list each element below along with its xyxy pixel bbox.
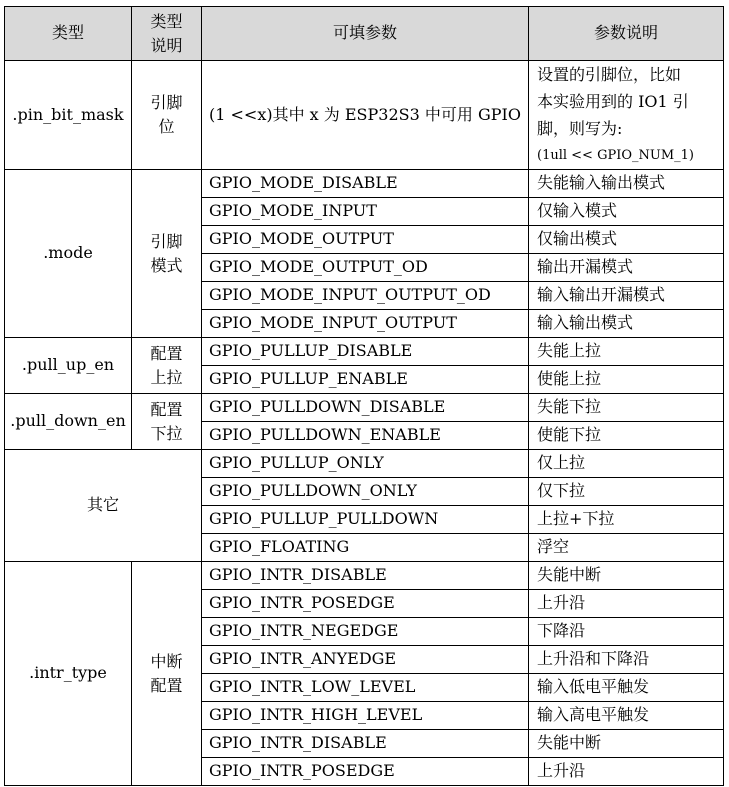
- desc-cell: 浮空: [529, 534, 724, 562]
- table-row: [5, 170, 724, 198]
- param-cell: GPIO_INTR_DISABLE: [202, 730, 529, 758]
- desc-cell: 仅输入模式: [529, 198, 724, 226]
- param-cell: GPIO_PULLDOWN_DISABLE: [202, 394, 529, 422]
- desc-cell: 输出开漏模式: [529, 254, 724, 282]
- param-pin: (1 <<x)其中 x 为 ESP32S3 中可用 GPIO: [202, 61, 529, 170]
- desc-cell: 输入高电平触发: [529, 702, 724, 730]
- desc-cell: 输入输出模式: [529, 310, 724, 338]
- param-cell: GPIO_PULLUP_ENABLE: [202, 366, 529, 394]
- header-kind-line-1: 类型: [150, 11, 183, 31]
- header-param: 可填参数: [202, 7, 529, 61]
- desc-cell: 输入输出开漏模式: [529, 282, 724, 310]
- type-pull-down: .pull_down_en: [5, 394, 132, 450]
- kind-intr-line-1: 中断: [150, 651, 183, 671]
- param-cell: GPIO_INTR_POSEDGE: [202, 590, 529, 618]
- table-row: [5, 338, 724, 366]
- kind-intr-line-2: 配置: [150, 675, 183, 695]
- kind-pin-line-2: 位: [158, 117, 175, 136]
- desc-cell: 使能下拉: [529, 422, 724, 450]
- param-cell: GPIO_INTR_ANYEDGE: [202, 646, 529, 674]
- param-cell: GPIO_MODE_INPUT_OUTPUT_OD: [202, 282, 529, 310]
- param-cell: GPIO_INTR_LOW_LEVEL: [202, 674, 529, 702]
- desc-cell: 失能中断: [529, 730, 724, 758]
- desc-cell: 仅上拉: [529, 450, 724, 478]
- table-row: [5, 562, 724, 590]
- param-cell: GPIO_MODE_INPUT: [202, 198, 529, 226]
- desc-cell: 仅输出模式: [529, 226, 724, 254]
- kind-pull-up-line-1: 配置: [150, 343, 183, 363]
- desc-cell: 上升沿: [529, 758, 724, 786]
- param-cell: GPIO_PULLUP_PULLDOWN: [202, 506, 529, 534]
- param-cell: GPIO_MODE_INPUT_OUTPUT: [202, 310, 529, 338]
- desc-pin-line-3: 脚，则写为:: [537, 119, 623, 138]
- desc-cell: 上升沿和下降沿: [529, 646, 724, 674]
- kind-pin: [132, 61, 202, 170]
- desc-cell: 上升沿: [529, 590, 724, 618]
- param-cell: GPIO_INTR_HIGH_LEVEL: [202, 702, 529, 730]
- param-cell: GPIO_INTR_POSEDGE: [202, 758, 529, 786]
- kind-intr: [132, 562, 202, 786]
- header-desc: 参数说明: [529, 7, 724, 61]
- param-cell: GPIO_PULLUP_ONLY: [202, 450, 529, 478]
- param-cell: GPIO_MODE_OUTPUT: [202, 226, 529, 254]
- desc-pin-line-1: 设置的引脚位，比如: [537, 65, 682, 84]
- type-mode: .mode: [5, 170, 132, 338]
- desc-pin-code: (1ull << GPIO_NUM_1): [537, 148, 694, 163]
- desc-pin: [529, 61, 724, 170]
- type-intr: .intr_type: [5, 562, 132, 786]
- table-row: [5, 450, 724, 478]
- param-cell: GPIO_PULLDOWN_ONLY: [202, 478, 529, 506]
- param-cell: GPIO_INTR_NEGEDGE: [202, 618, 529, 646]
- desc-cell: 下降沿: [529, 618, 724, 646]
- param-cell: GPIO_PULLUP_DISABLE: [202, 338, 529, 366]
- desc-cell: 仅下拉: [529, 478, 724, 506]
- table-row: [5, 61, 724, 170]
- kind-pin-line-1: 引脚: [150, 93, 183, 112]
- desc-pin-line-2: 本实验用到的 IO1 引: [537, 92, 689, 111]
- header-kind-line-2: 说明: [150, 35, 183, 55]
- kind-pull-up: [132, 338, 202, 394]
- kind-pull-up-line-2: 上拉: [150, 367, 183, 387]
- desc-cell: 上拉+下拉: [529, 506, 724, 534]
- kind-pull-down-line-2: 下拉: [150, 423, 183, 443]
- desc-cell: 失能下拉: [529, 394, 724, 422]
- desc-cell: 使能上拉: [529, 366, 724, 394]
- type-pull-up: .pull_up_en: [5, 338, 132, 394]
- desc-cell: 输入低电平触发: [529, 674, 724, 702]
- header-type: 类型: [5, 7, 132, 61]
- param-cell: GPIO_PULLDOWN_ENABLE: [202, 422, 529, 450]
- header-kind: [132, 7, 202, 61]
- param-cell: GPIO_FLOATING: [202, 534, 529, 562]
- type-other: 其它: [5, 450, 202, 562]
- param-cell: GPIO_INTR_DISABLE: [202, 562, 529, 590]
- gpio-config-table: [4, 6, 724, 786]
- param-cell: GPIO_MODE_OUTPUT_OD: [202, 254, 529, 282]
- param-cell: GPIO_MODE_DISABLE: [202, 170, 529, 198]
- header-row: [5, 7, 724, 61]
- desc-cell: 失能中断: [529, 562, 724, 590]
- kind-mode-line-2: 模式: [150, 255, 183, 275]
- type-pin-bit-mask: .pin_bit_mask: [5, 61, 132, 170]
- desc-cell: 失能上拉: [529, 338, 724, 366]
- desc-cell: 失能输入输出模式: [529, 170, 724, 198]
- kind-mode: [132, 170, 202, 338]
- table-row: [5, 394, 724, 422]
- kind-pull-down: [132, 394, 202, 450]
- kind-pull-down-line-1: 配置: [150, 399, 183, 419]
- kind-mode-line-1: 引脚: [150, 231, 183, 251]
